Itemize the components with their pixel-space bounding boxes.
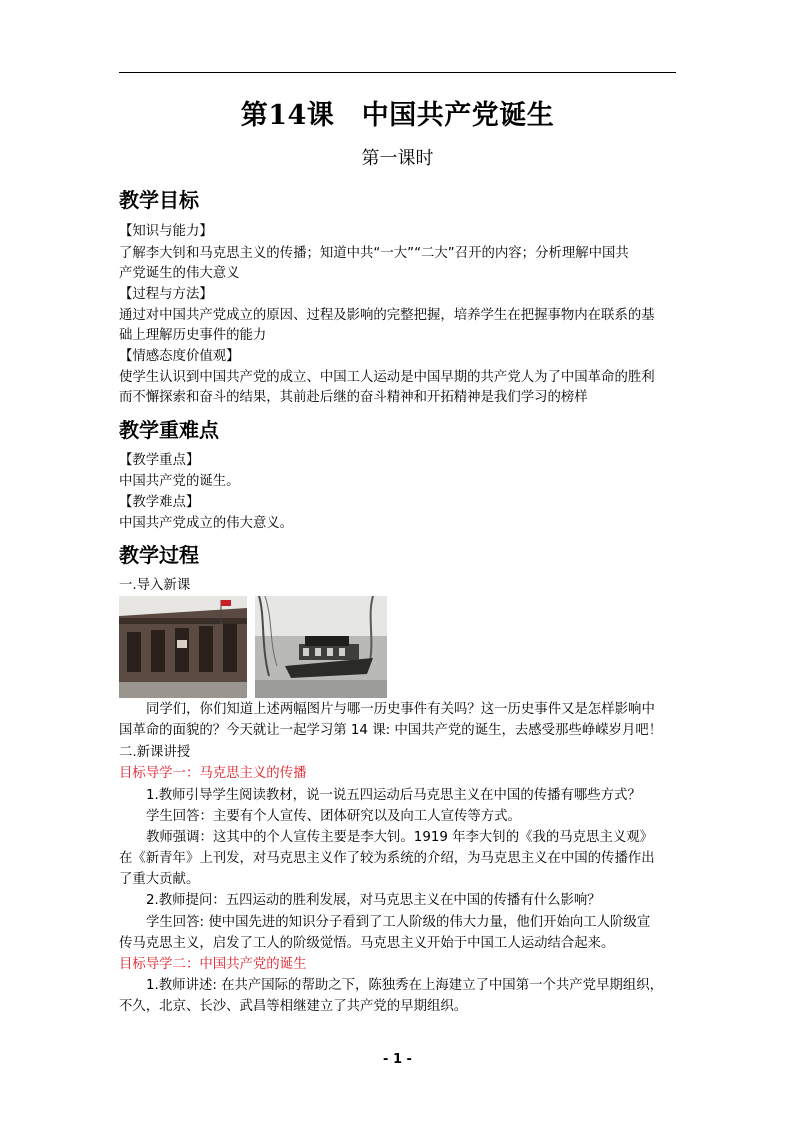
emotion-text-2: 而不懈探索和奋斗的结果，其前赴后继的奋斗精神和开拓精神是我们学习的榜样	[119, 390, 588, 405]
knowledge-text-2: 产党诞生的伟大意义	[119, 266, 240, 281]
emotion-text-1: 使学生认识到中国共产党的成立、中国工人运动是中国早期的共产党人为了中国革命的胜利	[119, 370, 655, 385]
page-subtitle: 第一课时	[361, 148, 434, 169]
page-title: 第14课 中国共产党诞生	[240, 100, 555, 131]
target-heading-1: 目标导学一：马克思主义的传播	[119, 766, 307, 781]
new-lesson-label: 二.新课讲授	[119, 745, 191, 760]
target1-line-4: 在《新青年》上刊发，对马克思主义作了较为系统的介绍，为马克思主义在中国的传播作出	[119, 851, 655, 866]
focus-label: 【教学重点】	[119, 453, 200, 468]
section-heading-process: 教学过程	[119, 543, 199, 567]
red-boat-photo	[255, 596, 387, 698]
intro-photos	[119, 596, 387, 698]
target-heading-2: 目标导学二：中国共产党的诞生	[119, 957, 307, 972]
memorial-building-photo	[119, 596, 247, 698]
process-text-1: 通过对中国共产党成立的原因、过程及影响的完整把握，培养学生在把握事物内在联系的基	[119, 308, 655, 323]
target2-line-1: 1.教师讲述: 在共产国际的帮助之下，陈独秀在上海建立了中国第一个共产党早期组织，	[146, 978, 663, 993]
focus-text: 中国共产党的诞生。	[119, 474, 240, 489]
target1-line-6: 2.教师提问：五四运动的胜利发展，对马克思主义在中国的传播有什么影响？	[146, 893, 601, 908]
knowledge-label: 【知识与能力】	[119, 224, 213, 239]
target2-line-2: 不久，北京、长沙、武昌等相继建立了共产党的早期组织。	[119, 999, 468, 1014]
target1-line-7: 学生回答: 使中国先进的知识分子看到了工人阶级的伟大力量，他们开始向工人阶级宣	[146, 915, 651, 930]
knowledge-text-1: 了解李大钊和马克思主义的传播；知道中共“一大”“二大”召开的内容；分析理解中国共	[119, 246, 629, 261]
target1-line-3: 教师强调：这其中的个人宣传主要是李大钊。1919 年李大钊的《我的马克思主义观》	[146, 830, 654, 845]
difficulty-text: 中国共产党成立的伟大意义。	[119, 516, 294, 531]
emotion-label: 【情感态度价值观】	[119, 349, 240, 364]
target1-line-1: 1.教师引导学生阅读教材，说一说五四运动后马克思主义在中国的传播有哪些方式？	[146, 788, 641, 803]
page-number: - 1 -	[383, 1052, 412, 1067]
intro-label: 一.导入新课	[119, 578, 191, 593]
target1-line-8: 传马克思主义，启发了工人的阶级觉悟。马克思主义开始于中国工人运动结合起来。	[119, 936, 615, 951]
section-heading-key-points: 教学重难点	[119, 418, 219, 442]
process-text-2: 础上理解历史事件的能力	[119, 328, 267, 343]
header-rule	[119, 72, 676, 73]
intro-text-2: 国革命的面貌的？今天就让一起学习第 14 课: 中国共产党的诞生，去感受那些峥嵘岁月吧！	[119, 723, 663, 738]
section-heading-goals: 教学目标	[119, 188, 199, 212]
difficulty-label: 【教学难点】	[119, 495, 200, 510]
target1-line-2: 学生回答：主要有个人宣传、团体研究以及向工人宣传等方式。	[146, 809, 521, 824]
target1-line-5: 了重大贡献。	[119, 872, 200, 887]
process-label: 【过程与方法】	[119, 287, 213, 302]
intro-text-1: 同学们，你们知道上述两幅图片与哪一历史事件有关吗？这一历史事件又是怎样影响中	[146, 702, 655, 717]
